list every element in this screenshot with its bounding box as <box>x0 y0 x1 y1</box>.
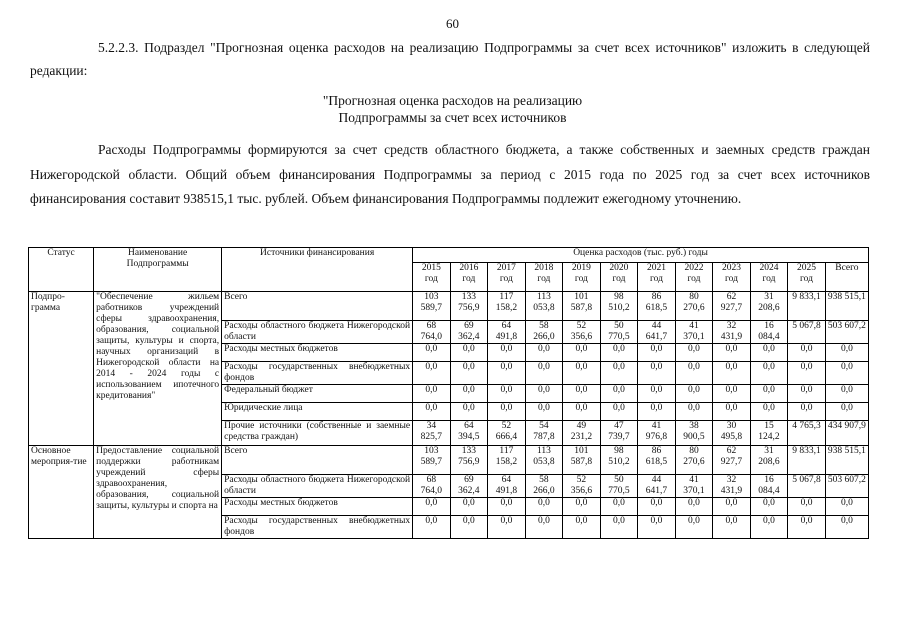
row-value: 113 053,8 <box>525 292 563 321</box>
row-value: 0,0 <box>750 362 788 385</box>
row-value: 0,0 <box>488 385 526 403</box>
row-value: 0,0 <box>638 498 676 516</box>
row-value: 44 641,7 <box>638 321 676 344</box>
row-value: 41 370,1 <box>675 321 713 344</box>
row-source: Расходы областного бюджета Нижегородской области <box>222 321 413 344</box>
subtitle-line-1: "Прогнозная оценка расходов на реализацию <box>322 93 583 108</box>
row-value: 5 067,8 <box>788 475 826 498</box>
row-value: 117 158,2 <box>488 292 526 321</box>
header-year: 2024 год <box>750 263 788 292</box>
row-source: Юридические лица <box>222 403 413 421</box>
page-number: 60 <box>446 16 459 31</box>
row-value: 938 515,1 <box>825 446 868 475</box>
row-value: 0,0 <box>563 498 601 516</box>
row-value: 98 510,2 <box>600 446 638 475</box>
row-value: 80 270,6 <box>675 446 713 475</box>
header-year: Всего <box>825 263 868 292</box>
table-row <box>29 446 869 475</box>
row-value: 16 084,4 <box>750 321 788 344</box>
row-value: 0,0 <box>750 403 788 421</box>
row-value: 0,0 <box>488 362 526 385</box>
row-value: 0,0 <box>563 344 601 362</box>
row-value: 0,0 <box>788 362 826 385</box>
body-paragraph: Расходы Подпрограммы формируются за счет средств областного бюджета, а также собственных и заемных средств граждан Нижегородской области. Общий объем финансирования Подпрограммы за период с 2015 года по 2025 год за счет всех источников финансирования составит 938515,1 тыс. рублей. Объем финансирования Подпрограммы подлежит ежегодному уточнению. <box>30 142 870 206</box>
header-sources: Источники финансирования <box>222 248 413 292</box>
row-value: 0,0 <box>600 516 638 539</box>
row-value: 0,0 <box>525 403 563 421</box>
row-value: 0,0 <box>825 516 868 539</box>
row-value: 0,0 <box>450 385 488 403</box>
header-year: 2015 год <box>413 263 451 292</box>
row-value: 0,0 <box>638 403 676 421</box>
subtitle-line-2: Подпрограммы за счет всех источников <box>338 110 567 125</box>
row-value: 0,0 <box>750 385 788 403</box>
row-value: 0,0 <box>413 403 451 421</box>
row-source: Прочие источники (собственные и заемные средства граждан) <box>222 421 413 446</box>
row-value: 52 356,6 <box>563 475 601 498</box>
row-value: 69 362,4 <box>450 321 488 344</box>
row-value: 0,0 <box>600 385 638 403</box>
row-value: 0,0 <box>788 498 826 516</box>
row-value: 0,0 <box>675 385 713 403</box>
row-value: 62 927,7 <box>713 446 751 475</box>
row-source: Расходы местных бюджетов <box>222 344 413 362</box>
row-value: 0,0 <box>450 403 488 421</box>
row-value: 0,0 <box>825 385 868 403</box>
row-source: Расходы государственных внебюджетных фондов <box>222 516 413 539</box>
row-program-name: "Обеспечение жильем работников учреждений сферы здравоохранения, образования, социальной защиты, культуры и спорта, научных организаций в Нижегородской области на 2014 - 2024 годы с использованием ипотечного кредитования" <box>94 292 222 446</box>
row-value: 0,0 <box>450 498 488 516</box>
row-value: 50 770,5 <box>600 321 638 344</box>
row-program-name: Предоставление социальной поддержки работникам учреждений сферы здравоохранения, образования, социальной защиты, культуры и спорта на <box>94 446 222 539</box>
row-value: 0,0 <box>563 403 601 421</box>
table-row <box>29 292 869 321</box>
row-value: 0,0 <box>563 362 601 385</box>
row-value: 15 124,2 <box>750 421 788 446</box>
row-value: 68 764,0 <box>413 321 451 344</box>
row-source: Всего <box>222 292 413 321</box>
row-value: 86 618,5 <box>638 292 676 321</box>
row-value: 38 900,5 <box>675 421 713 446</box>
row-value: 5 067,8 <box>788 321 826 344</box>
row-value: 0,0 <box>488 403 526 421</box>
row-value: 41 976,8 <box>638 421 676 446</box>
header-year: 2019 год <box>563 263 601 292</box>
row-value: 133 756,9 <box>450 446 488 475</box>
row-value: 0,0 <box>638 344 676 362</box>
row-value: 9 833,1 <box>788 292 826 321</box>
row-value: 0,0 <box>413 498 451 516</box>
row-value: 938 515,1 <box>825 292 868 321</box>
row-value: 0,0 <box>750 516 788 539</box>
row-value: 0,0 <box>675 403 713 421</box>
header-status: Статус <box>29 248 94 292</box>
row-value: 0,0 <box>563 385 601 403</box>
row-value: 0,0 <box>713 362 751 385</box>
row-value: 0,0 <box>488 498 526 516</box>
row-value: 0,0 <box>675 362 713 385</box>
header-year: 2017 год <box>488 263 526 292</box>
row-value: 58 266,0 <box>525 475 563 498</box>
row-value: 0,0 <box>825 403 868 421</box>
row-source: Всего <box>222 446 413 475</box>
row-value: 0,0 <box>713 385 751 403</box>
row-value: 80 270,6 <box>675 292 713 321</box>
row-value: 103 589,7 <box>413 292 451 321</box>
row-value: 503 607,2 <box>825 321 868 344</box>
row-value: 32 431,9 <box>713 321 751 344</box>
row-value: 0,0 <box>413 344 451 362</box>
row-value: 16 084,4 <box>750 475 788 498</box>
row-value: 0,0 <box>525 362 563 385</box>
row-status: Основное мероприя-тие <box>29 446 94 539</box>
row-value: 64 491,8 <box>488 321 526 344</box>
row-value: 503 607,2 <box>825 475 868 498</box>
row-value: 0,0 <box>525 516 563 539</box>
row-value: 0,0 <box>450 516 488 539</box>
row-value: 68 764,0 <box>413 475 451 498</box>
row-value: 101 587,8 <box>563 292 601 321</box>
row-value: 0,0 <box>825 344 868 362</box>
row-source: Федеральный бюджет <box>222 385 413 403</box>
row-value: 434 907,9 <box>825 421 868 446</box>
header-estimate: Оценка расходов (тыс. руб.) годы <box>413 248 869 263</box>
row-value: 0,0 <box>825 362 868 385</box>
row-source: Расходы местных бюджетов <box>222 498 413 516</box>
row-value: 54 787,8 <box>525 421 563 446</box>
header-year: 2020 год <box>600 263 638 292</box>
row-value: 0,0 <box>413 516 451 539</box>
table-subtitle <box>0 92 905 126</box>
row-value: 31 208,6 <box>750 292 788 321</box>
row-value: 0,0 <box>488 516 526 539</box>
row-value: 0,0 <box>563 516 601 539</box>
row-value: 9 833,1 <box>788 446 826 475</box>
header-name: Наименование Подпрограммы <box>94 248 222 292</box>
row-value: 0,0 <box>788 516 826 539</box>
row-value: 52 666,4 <box>488 421 526 446</box>
row-value: 0,0 <box>488 344 526 362</box>
row-value: 0,0 <box>825 498 868 516</box>
row-value: 0,0 <box>600 344 638 362</box>
row-value: 4 765,3 <box>788 421 826 446</box>
row-value: 69 362,4 <box>450 475 488 498</box>
row-value: 0,0 <box>788 403 826 421</box>
row-value: 0,0 <box>713 516 751 539</box>
row-value: 52 356,6 <box>563 321 601 344</box>
row-status: Подпро-грамма <box>29 292 94 446</box>
row-value: 103 589,7 <box>413 446 451 475</box>
header-year: 2025 год <box>788 263 826 292</box>
row-value: 117 158,2 <box>488 446 526 475</box>
row-value: 50 770,5 <box>600 475 638 498</box>
row-value: 0,0 <box>788 344 826 362</box>
row-value: 62 927,7 <box>713 292 751 321</box>
row-value: 0,0 <box>450 344 488 362</box>
row-value: 34 825,7 <box>413 421 451 446</box>
row-value: 64 394,5 <box>450 421 488 446</box>
row-value: 101 587,8 <box>563 446 601 475</box>
row-value: 0,0 <box>413 385 451 403</box>
row-value: 44 641,7 <box>638 475 676 498</box>
row-value: 113 053,8 <box>525 446 563 475</box>
row-value: 0,0 <box>638 385 676 403</box>
row-value: 0,0 <box>713 403 751 421</box>
row-value: 0,0 <box>525 498 563 516</box>
row-value: 0,0 <box>675 498 713 516</box>
row-source: Расходы областного бюджета Нижегородской области <box>222 475 413 498</box>
row-value: 0,0 <box>413 362 451 385</box>
row-value: 31 208,6 <box>750 446 788 475</box>
row-value: 0,0 <box>600 498 638 516</box>
row-value: 49 231,2 <box>563 421 601 446</box>
row-value: 0,0 <box>750 344 788 362</box>
row-value: 133 756,9 <box>450 292 488 321</box>
header-year: 2018 год <box>525 263 563 292</box>
row-value: 0,0 <box>638 362 676 385</box>
row-value: 0,0 <box>788 385 826 403</box>
row-value: 0,0 <box>750 498 788 516</box>
row-value: 64 491,8 <box>488 475 526 498</box>
row-value: 0,0 <box>600 403 638 421</box>
row-value: 41 370,1 <box>675 475 713 498</box>
row-value: 0,0 <box>525 385 563 403</box>
row-value: 30 495,8 <box>713 421 751 446</box>
row-value: 0,0 <box>675 516 713 539</box>
header-year: 2016 год <box>450 263 488 292</box>
row-value: 0,0 <box>450 362 488 385</box>
row-value: 58 266,0 <box>525 321 563 344</box>
header-year: 2021 год <box>638 263 676 292</box>
header-year: 2023 год <box>713 263 751 292</box>
row-value: 0,0 <box>713 498 751 516</box>
row-value: 47 739,7 <box>600 421 638 446</box>
row-value: 0,0 <box>525 344 563 362</box>
intro-paragraph: 5.2.2.3. Подраздел "Прогнозная оценка расходов на реализацию Подпрограммы за счет всех источников" изложить в следующей редакции: <box>30 40 870 78</box>
row-value: 0,0 <box>600 362 638 385</box>
header-year: 2022 год <box>675 263 713 292</box>
expenses-table <box>28 247 869 539</box>
row-value: 86 618,5 <box>638 446 676 475</box>
row-value: 0,0 <box>638 516 676 539</box>
row-value: 0,0 <box>675 344 713 362</box>
row-value: 32 431,9 <box>713 475 751 498</box>
row-value: 0,0 <box>713 344 751 362</box>
row-value: 98 510,2 <box>600 292 638 321</box>
row-source: Расходы государственных внебюджетных фондов <box>222 362 413 385</box>
